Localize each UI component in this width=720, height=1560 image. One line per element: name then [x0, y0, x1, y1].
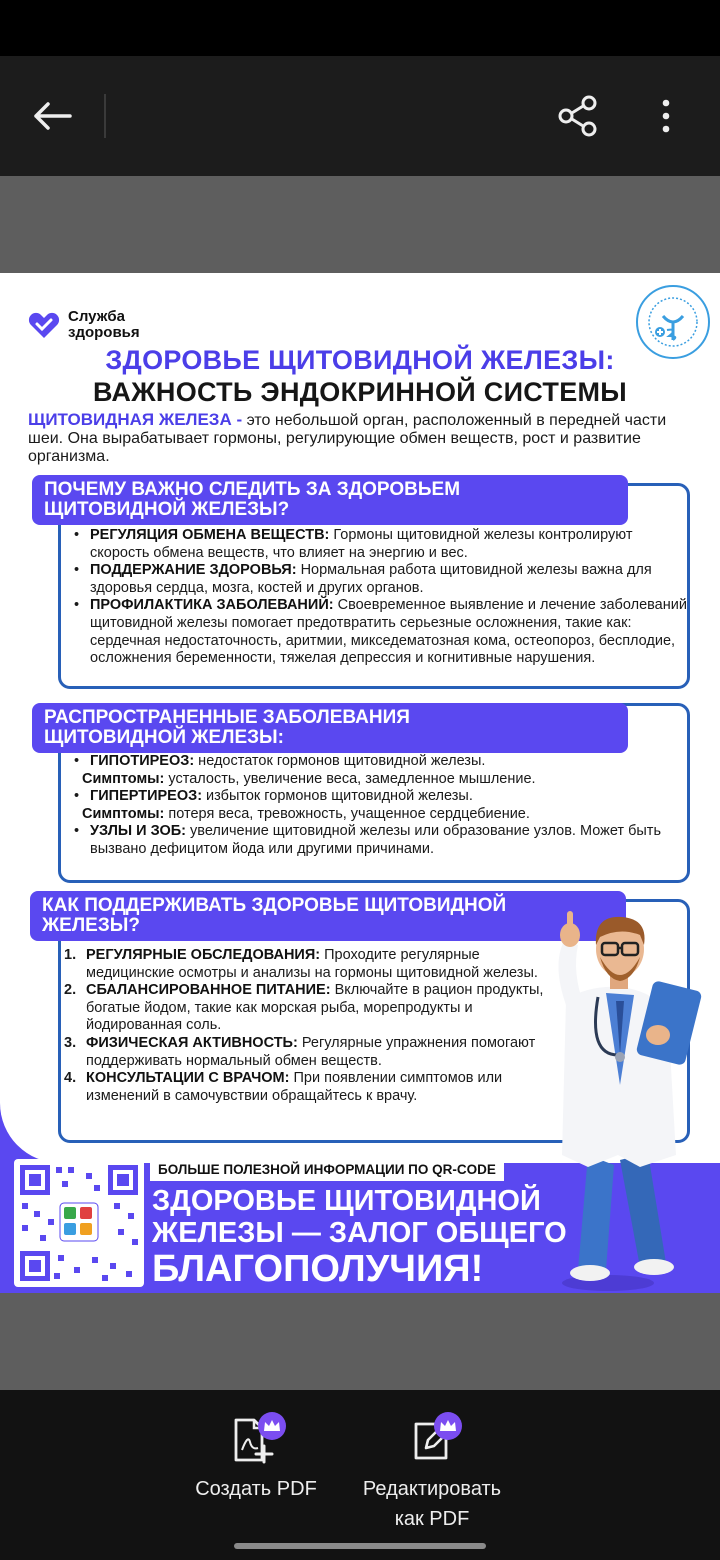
create-pdf-button[interactable]: [190, 1408, 322, 1504]
more-vertical-icon: [661, 99, 671, 133]
list-item: • ПРОФИЛАКТИКА ЗАБОЛЕВАНИЙ: Своевременное выявление и лечение заболеваний щитовидной железы помогает предотвратить серьезные осложнения, такие как: сердечная недостаточность, аритмии, микседематозная кома, остеопороз, бесплодие, осложнения беременности, тяжелая депрессия и когнитивные нарушения.: [74, 597, 687, 667]
heart-check-icon: [28, 310, 60, 340]
poster-title-line-1: ЗДОРОВЬЕ ЩИТОВИДНОЙ ЖЕЛЕЗЫ:: [105, 345, 615, 375]
toolbar-divider: [104, 94, 106, 138]
section-why-list: [62, 527, 688, 668]
symptoms-line: Симптомы: потеря веса, тревожность, учащенное сердцебиение.: [82, 805, 530, 822]
list-item: 2. СБАЛАНСИРОВАННОЕ ПИТАНИЕ: Включайте в рацион продукты, богатые йодом, такие как морская рыба, морепродукты и йодированная соль.: [64, 982, 544, 1034]
list-item: • УЗЛЫ И ЗОБ: увеличение щитовидной железы или образование узлов. Может быть вызвано дефицитом йода или другими причинами.: [74, 823, 661, 857]
list-item: 3. ФИЗИЧЕСКАЯ АКТИВНОСТЬ: Регулярные упражнения помогают поддерживать нормальный обмен веществ.: [64, 1034, 536, 1069]
share-button[interactable]: [548, 86, 608, 146]
back-button[interactable]: [20, 86, 84, 146]
section-diseases-heading: РАСПРОСТРАНЕННЫЕ ЗАБОЛЕВАНИЯ ЩИТОВИДНОЙ ЖЕЛЕЗЫ:: [32, 703, 628, 753]
section-why-heading: ПОЧЕМУ ВАЖНО СЛЕДИТЬ ЗА ЗДОРОВЬЕМ ЩИТОВИДНОЙ ЖЕЛЕЗЫ?: [32, 475, 628, 525]
slogan-line-2: ЖЕЛЕЗЫ — ЗАЛОГ ОБЩЕГО: [152, 1217, 567, 1249]
qr-code[interactable]: [14, 1159, 144, 1287]
qr-code-icon: [14, 1159, 144, 1287]
poster-page: [0, 273, 720, 1293]
symptoms-line: Симптомы: усталость, увеличение веса, замедленное мышление.: [82, 770, 536, 787]
list-item: 4. КОНСУЛЬТАЦИИ С ВРАЧОМ: При появлении симптомов или изменений в самочувствии обращайтесь к врачу.: [64, 1070, 503, 1104]
intro-lead: ЩИТОВИДНАЯ ЖЕЛЕЗА -: [28, 410, 243, 429]
list-item: • ГИПОТИРЕОЗ: недостаток гормонов щитовидной железы.: [74, 753, 486, 769]
intro-text: это небольшой орган, расположенный в передней части шеи. Она вырабатывает гормоны, регулирующие обмен веществ, рост и развитие организма.: [28, 412, 667, 465]
edit-pdf-icon: [402, 1408, 462, 1468]
intro-paragraph: [28, 411, 698, 466]
list-item: • РЕГУЛЯЦИЯ ОБМЕНА ВЕЩЕСТВ: Гормоны щитовидной железы контролируют скорость обмена веществ, что влияет на энергию и вес.: [74, 527, 633, 561]
logo-line-2: здоровья: [68, 324, 140, 341]
service-logo: [28, 309, 140, 341]
list-item: 1. РЕГУЛЯРНЫЕ ОБСЛЕДОВАНИЯ: Проходите регулярные медицинские осмотры и анализы на гормоны щитовидной железы.: [64, 947, 538, 981]
edit-as-pdf-button[interactable]: [352, 1408, 512, 1534]
home-indicator[interactable]: [234, 1543, 486, 1549]
list-item: • ПОДДЕРЖАНИЕ ЗДОРОВЬЯ: Нормальная работа щитовидной железы важна для здоровья сердца, мозга, костей и других органов.: [74, 562, 652, 596]
premium-crown-icon: [258, 1412, 286, 1440]
section-support-list: [62, 947, 562, 1105]
share-icon: [556, 94, 600, 138]
status-bar: [0, 0, 720, 56]
more-options-button[interactable]: [644, 86, 688, 146]
edit-pdf-label-line-1: Редактировать: [362, 1478, 502, 1500]
logo-line-1: Служба: [68, 308, 125, 325]
create-pdf-icon: [226, 1408, 286, 1468]
slogan: [152, 1185, 567, 1289]
edit-pdf-label-line-2: как PDF: [394, 1508, 470, 1530]
qr-info-label: БОЛЬШЕ ПОЛЕЗНОЙ ИНФОРМАЦИИ ПО QR-CODE: [150, 1159, 504, 1181]
slogan-line-1: ЗДОРОВЬЕ ЩИТОВИДНОЙ: [152, 1185, 541, 1217]
poster-title-line-2: ВАЖНОСТЬ ЭНДОКРИННОЙ СИСТЕМЫ: [92, 377, 628, 407]
create-pdf-label: Создать PDF: [195, 1478, 317, 1500]
slogan-line-3: БЛАГОПОЛУЧИЯ!: [152, 1248, 484, 1290]
doctor-illustration: [548, 905, 720, 1293]
section-diseases-list: [62, 753, 688, 859]
top-toolbar: [0, 56, 720, 176]
bottom-action-bar: [0, 1390, 720, 1560]
premium-crown-icon: [434, 1412, 462, 1440]
section-support-heading: КАК ПОДДЕРЖИВАТЬ ЗДОРОВЬЕ ЩИТОВИДНОЙ ЖЕЛЕЗЫ?: [30, 891, 626, 941]
list-item: • ГИПЕРТИРЕОЗ: избыток гормонов щитовидной железы.: [74, 788, 473, 805]
arrow-left-icon: [32, 101, 72, 131]
